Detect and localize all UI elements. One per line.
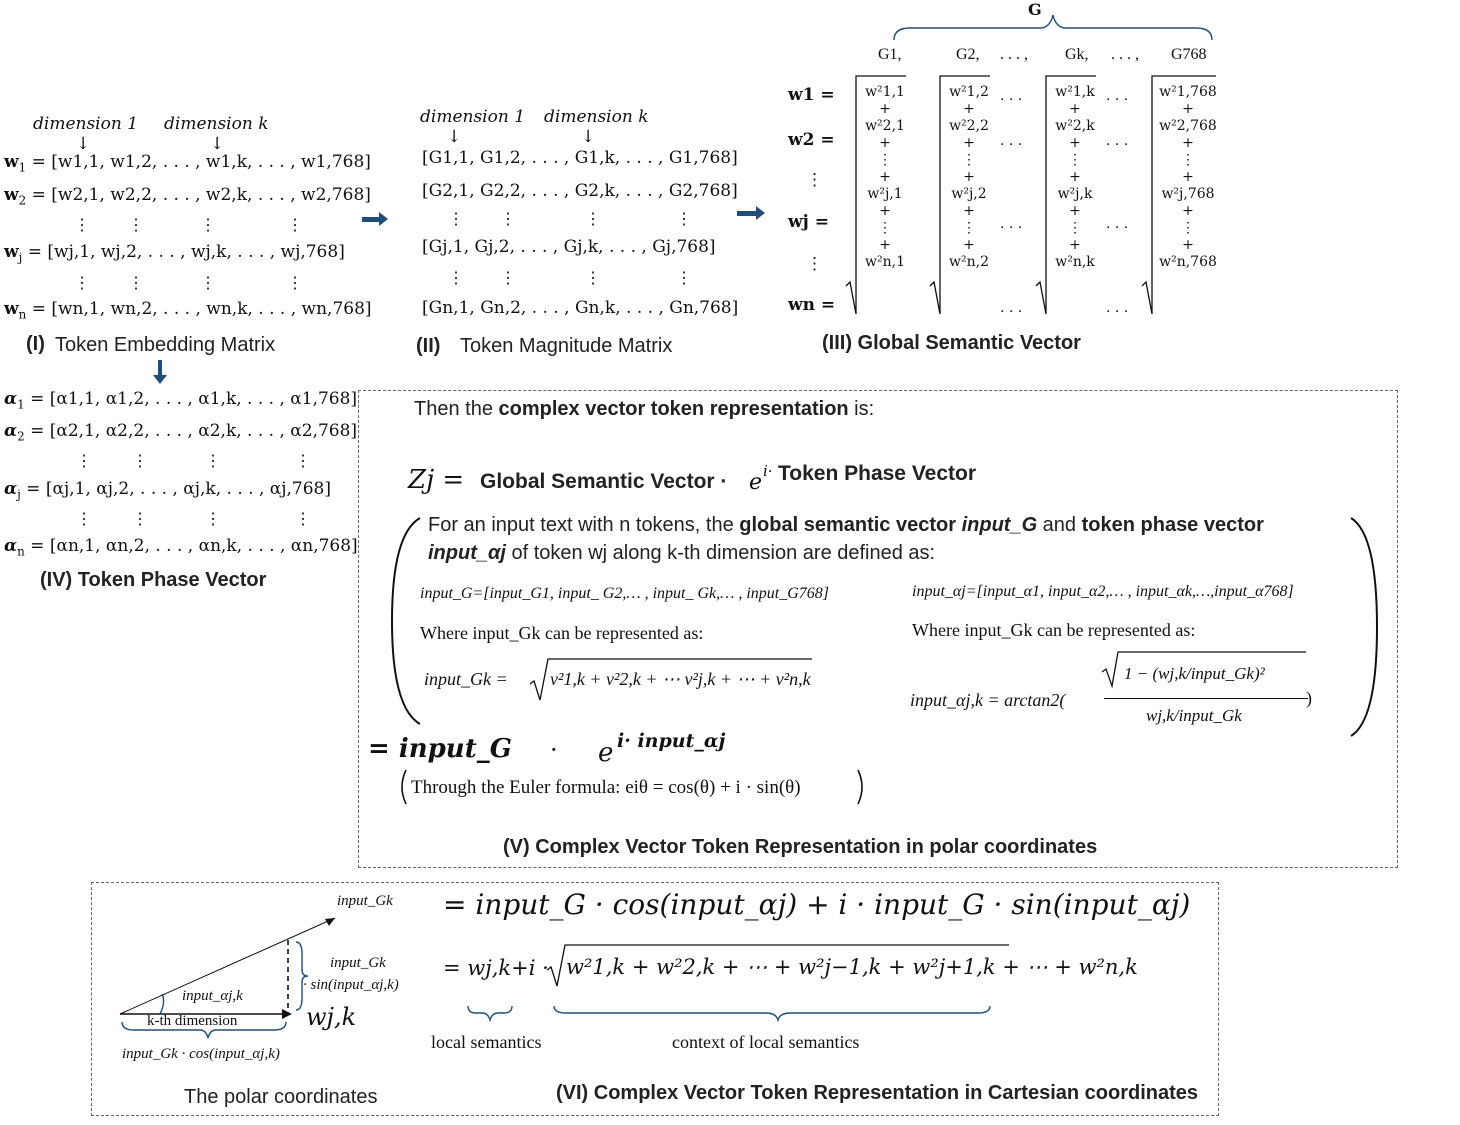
fraction-bar xyxy=(1104,698,1308,699)
intro-line: Then the complex vector token representation is: xyxy=(414,398,875,420)
gsv-row-vdots: ⋮ xyxy=(806,254,823,274)
polar-sin-label-1: input_Gk xyxy=(330,955,386,971)
gsv-column-2: w²1,2 + w²2,2 + ⋮ + w²j,2 + ⋮ + w²n,2 xyxy=(949,84,989,270)
dimension-k-label: dimension k xyxy=(164,114,269,134)
dimension-1-label: dimension 1 xyxy=(33,114,139,134)
panel-ii-number: (II) xyxy=(416,335,441,357)
panel-i-number: (I) xyxy=(26,333,45,355)
context-semantics-label: context of local semantics xyxy=(672,1032,860,1052)
polar-alpha-label: input_αj,k xyxy=(182,988,243,1004)
alpha-denominator: wj,k/input_Gk xyxy=(1146,706,1242,725)
panel-vi-title: (VI) Complex Vector Token Representation in Cartesian coordinates xyxy=(556,1082,1199,1104)
definition-line-2: input_αj of token wj along k-th dimension are defined as: xyxy=(428,542,936,564)
g-brace xyxy=(890,10,1220,42)
alpha-numerator: 1 − (wj,k/input_Gk)² xyxy=(1124,664,1265,683)
gsv-column-k: w²1,k + w²2,k + ⋮ + w²j,k + ⋮ + w²n,k xyxy=(1055,84,1095,270)
magnitude-row-n: [Gn,1, Gn,2, . . . , Gn,k, . . . , Gn,768] xyxy=(422,298,739,318)
cartesian-eq-2-pre: = wj,k+i · xyxy=(443,956,549,980)
polar-kdim-label: k-th dimension xyxy=(147,1013,238,1029)
left-paren xyxy=(388,514,428,728)
down-arrow-glyph: ↓ xyxy=(581,127,596,147)
phase-row-j: $\alpha_j = [\alpha j,1$, αj,2, . . . , αj,k, . . . , αj,768] xyxy=(4,479,331,502)
g-header-2: G2, xyxy=(956,46,980,63)
g-header-dots: . . . , xyxy=(1111,46,1139,63)
exp-base: e xyxy=(749,470,763,495)
g-header-768: G768 xyxy=(1171,46,1207,63)
panel-v-title: (V) Complex Vector Token Representation in polar coordinates xyxy=(503,836,1098,858)
embedding-row-n: $w_n = [wn,1$, wn,2, . . . , wn,k, . . . , wn,768] xyxy=(4,299,372,322)
phase-row-1: $\alpha_1 = [\alpha 1,1$, α1,2, . . . , α1,k, . . . , α1,768] xyxy=(4,389,358,412)
zj-symbol: Zj = xyxy=(408,465,465,495)
alpha-formula-lhs: input_αj,k = arctan2( xyxy=(910,690,1066,710)
gsv-row-label-2: w2 = xyxy=(788,130,835,150)
arrow-i-to-iv xyxy=(158,360,162,376)
eq-exp-base: e xyxy=(598,738,614,768)
down-arrow-glyph: ↓ xyxy=(447,127,462,147)
gsv-hdots: . . . xyxy=(1106,88,1129,104)
polar-caption: The polar coordinates xyxy=(184,1086,378,1108)
magnitude-row-2: [G2,1, G2,2, . . . , G2,k, . . . , G2,768] xyxy=(422,181,738,201)
polar-inputgk-label: input_Gk xyxy=(337,893,393,909)
gsv-column-768: w²1,768 + w²2,768 + ⋮ + w²j,768 + ⋮ + w²n,768 xyxy=(1159,84,1217,270)
gsv-row-label-j: wj = xyxy=(788,212,829,232)
tpv-term: Token Phase Vector xyxy=(778,462,977,485)
dimension-1-label: dimension 1 xyxy=(420,107,526,127)
input-g-definition: input_G=[input_G1, input_ G2,… , input_ Gk,… , input_G768] xyxy=(420,585,830,602)
polar-sin-label-2: · sin(input_αj,k) xyxy=(303,977,399,993)
where-right: Where input_Gk can be represented as: xyxy=(912,620,1196,640)
alpha-close-paren: ) xyxy=(1306,688,1312,708)
semantics-braces xyxy=(466,1004,1006,1024)
euler-formula: Through the Euler formula: eiθ = cos(θ) + i · sin(θ) xyxy=(411,777,801,798)
gsv-hdots: . . . xyxy=(1106,300,1129,316)
phase-row-2: $\alpha_2 = [\alpha 2,1$, α2,2, . . . , α2,k, . . . , α2,768] xyxy=(4,421,358,444)
dimension-k-label: dimension k xyxy=(544,107,649,127)
gsv-hdots: . . . xyxy=(1000,133,1023,149)
right-paren xyxy=(1345,514,1385,740)
panel-iii-title: (III) Global Semantic Vector xyxy=(822,332,1081,354)
gsv-hdots: . . . xyxy=(1106,133,1129,149)
gsv-term: Global Semantic Vector · xyxy=(480,470,728,493)
g-brace-label: G xyxy=(1028,0,1042,19)
gsv-hdots: . . . xyxy=(1106,216,1129,232)
panel-i-title: Token Embedding Matrix xyxy=(55,334,276,356)
gsv-row-vdots: ⋮ xyxy=(806,170,823,190)
down-arrow-glyph: ↓ xyxy=(210,134,225,154)
gsv-hdots: . . . xyxy=(1000,216,1023,232)
local-semantics-label: local semantics xyxy=(431,1032,542,1052)
cartesian-eq-1: = input_G · cos(input_αj) + i · input_G · sin(input_αj) xyxy=(443,888,1191,921)
down-arrow-glyph: ↓ xyxy=(76,134,91,154)
cartesian-eq-2-radicand: w²1,k + w²2,k + ⋯ + w²j−1,k + w²j+1,k + ⋯ + w²n,k xyxy=(566,955,1138,979)
g-header-k: Gk, xyxy=(1065,46,1089,63)
g-header-1: G1, xyxy=(878,46,902,63)
gsv-hdots: . . . xyxy=(1000,300,1023,316)
exp-sup: i· xyxy=(763,462,773,480)
panel-iv-title: (IV) Token Phase Vector xyxy=(40,569,267,591)
gk-formula-lhs: input_Gk = xyxy=(424,669,508,689)
gsv-row-label-1: w1 = xyxy=(788,85,835,105)
eq-dot: · xyxy=(550,736,558,764)
eq-exp-sup: i· input_αj xyxy=(617,730,726,752)
eq-input-g: = input_G xyxy=(368,734,512,764)
polar-cos-label: input_Gk · cos(input_αj,k) xyxy=(122,1046,280,1062)
arrow-ii-to-iii xyxy=(737,211,757,216)
g-header-dots: . . . , xyxy=(1000,46,1028,63)
embedding-row-j: $w_j = [wj,1$, wj,2, . . . , wj,k, . . . , wj,768] xyxy=(4,242,345,265)
panel-ii-title: Token Magnitude Matrix xyxy=(460,335,673,357)
gk-formula-rhs: v²1,k + v²2,k + ⋯ v²j,k + ⋯ + v²n,k xyxy=(550,669,811,689)
embedding-row-2: $w_2 = [w2,1$, w2,2, . . . , w2,k, . . . , w2,768] xyxy=(4,185,371,208)
gsv-row-label-n: wn = xyxy=(788,295,836,315)
where-left: Where input_Gk can be represented as: xyxy=(420,623,704,643)
magnitude-row-1: [G1,1, G1,2, . . . , G1,k, . . . , G1,768] xyxy=(422,148,738,168)
arrow-i-to-ii xyxy=(362,217,380,222)
input-alpha-definition: input_αj=[input_α1, input_α2,… , input_αk,…,input_α768] xyxy=(912,583,1294,600)
gsv-hdots: . . . xyxy=(1000,88,1023,104)
definition-line-1: For an input text with n tokens, the global semantic vector input_G and token phase vector xyxy=(428,514,1264,536)
gsv-column-1: w²1,1 + w²2,1 + ⋮ + w²j,1 + ⋮ + w²n,1 xyxy=(865,84,905,270)
magnitude-row-j: [Gj,1, Gj,2, . . . , Gj,k, . . . , Gj,768] xyxy=(422,237,716,257)
embedding-row-1: $w_1 = [w1,1$, w1,2, . . . , w1,k, . . . , w1,768] xyxy=(4,152,371,175)
polar-wjk-label: wj,k xyxy=(306,1003,357,1031)
phase-row-n: $\alpha_n = [\alpha n,1$, αn,2, . . . , αn,k, . . . , αn,768] xyxy=(4,536,358,559)
